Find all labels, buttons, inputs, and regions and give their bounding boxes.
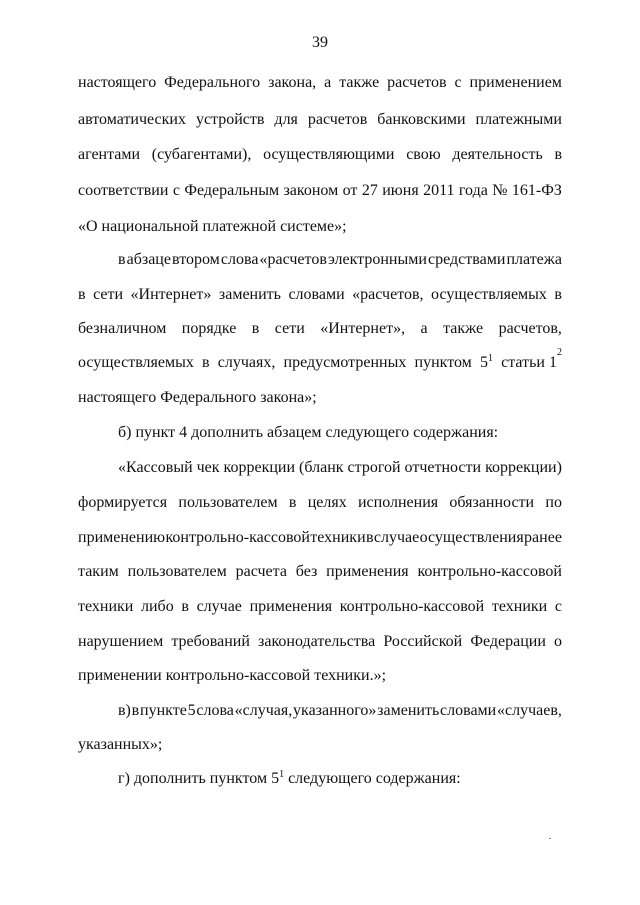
text-line-20: указанных»;	[78, 736, 163, 753]
page-number: 39	[312, 34, 328, 51]
word: требований	[171, 633, 250, 650]
word: в	[365, 529, 374, 546]
word: заменить	[377, 702, 440, 719]
word: расчетов	[387, 74, 447, 91]
word: осуществляющими	[263, 146, 395, 163]
word: Федеральным	[184, 182, 280, 199]
word: втором	[172, 251, 220, 268]
text-line-10: настоящего Федерального закона»;	[78, 389, 317, 406]
word: платежными	[475, 111, 562, 128]
word: нарушением	[78, 633, 164, 650]
word: банковскими	[377, 111, 466, 128]
word: предусмотренных	[283, 354, 407, 371]
word: года	[458, 182, 488, 199]
word: 2011	[423, 182, 455, 199]
word: автоматических	[78, 111, 186, 128]
word: чек	[196, 459, 220, 476]
superscript-point: 1	[487, 353, 493, 364]
text-line-21	[118, 769, 562, 789]
text-line-21-start: г) дополнить пунктом 5	[118, 770, 280, 787]
text-line-18: применении контрольно-кассовой техники.»;	[78, 667, 387, 684]
word: осуществления	[419, 529, 524, 546]
word: порядке	[181, 320, 237, 337]
word: расчетов,	[498, 320, 562, 337]
word: применением	[469, 74, 562, 91]
word: в	[288, 494, 297, 511]
word: средствами	[428, 251, 506, 268]
word: с	[172, 182, 180, 199]
word: «случая,	[234, 702, 293, 719]
word: в	[131, 702, 140, 719]
word: с	[454, 74, 462, 91]
word: в)	[118, 702, 131, 719]
word: в	[554, 286, 562, 303]
word: также	[339, 74, 380, 91]
word: случае	[196, 598, 242, 615]
word: от	[342, 182, 358, 199]
text-line-6	[118, 250, 562, 270]
word: а	[420, 320, 428, 337]
word: «Интернет»,	[320, 320, 406, 337]
text-line-14	[78, 528, 562, 548]
word: (субагентами),	[151, 146, 252, 163]
word: случаях,	[217, 354, 276, 371]
text-line-13	[78, 493, 562, 513]
text-line-1	[78, 73, 562, 93]
superscript-point: 1	[279, 769, 285, 780]
word: агентами	[78, 146, 141, 163]
superscript-article: 2	[556, 347, 562, 358]
text-line-2	[78, 110, 562, 130]
word: платежа	[506, 251, 562, 268]
word: контрольно-кассовой	[417, 563, 562, 580]
word: о	[554, 633, 562, 650]
word: «Интернет»	[130, 286, 212, 303]
text-line-8	[78, 319, 562, 339]
word: по	[545, 494, 562, 511]
word: 27	[361, 182, 378, 199]
word: «расчетов,	[352, 286, 424, 303]
word: 5	[187, 702, 196, 719]
word: строгой	[347, 459, 401, 476]
word: словами	[440, 702, 497, 719]
text-line-5: «О национальной платежной системе»;	[78, 218, 347, 235]
word: а	[324, 74, 332, 91]
word: Российской	[383, 633, 463, 650]
word: контрольно-кассовой	[339, 598, 485, 615]
word: техники	[310, 529, 366, 546]
word: ранее	[524, 529, 562, 546]
text-line-15	[78, 562, 562, 582]
text-line-12	[118, 458, 562, 478]
word: целях	[307, 494, 347, 511]
word: слова	[220, 251, 259, 268]
word: применению	[78, 529, 166, 546]
word: техники	[491, 598, 548, 615]
word: июня	[382, 182, 419, 199]
word: с	[554, 598, 562, 615]
word: Федерального	[164, 74, 261, 91]
text-line-9	[78, 347, 562, 373]
text-line-19	[118, 701, 562, 721]
word: случае	[373, 529, 420, 546]
text-line-4	[78, 181, 562, 201]
word: «случаев,	[497, 702, 562, 719]
word: для	[274, 111, 298, 128]
word: в	[251, 320, 260, 337]
word: в	[118, 251, 126, 268]
word: без	[295, 563, 318, 580]
word: законом	[283, 182, 339, 199]
word: техники	[78, 598, 134, 615]
word: коррекции	[223, 459, 296, 476]
word: либо	[141, 598, 174, 615]
word: закона,	[268, 74, 317, 91]
text-line-17	[78, 632, 562, 652]
word: в	[202, 354, 210, 371]
word: 161-ФЗ	[511, 182, 562, 199]
word: законодательства	[258, 633, 376, 650]
word: в	[554, 146, 562, 163]
word: также	[443, 320, 484, 337]
word: $5^1$	[479, 353, 493, 371]
word: в	[78, 286, 86, 303]
word: (бланк	[299, 459, 344, 476]
word: расчетов	[307, 111, 368, 128]
word: применения	[249, 598, 333, 615]
word: «расчетов	[259, 251, 327, 268]
word: расчета	[235, 563, 287, 580]
word: отчетности	[404, 459, 482, 476]
word: слова	[196, 702, 234, 719]
word: «Кассовый	[118, 459, 193, 476]
word: пользователем	[178, 494, 278, 511]
word: соответствии	[78, 182, 169, 199]
word: словами	[288, 286, 345, 303]
word: осуществляемых	[431, 286, 547, 303]
word: электронными	[327, 251, 427, 268]
word: устройств	[195, 111, 265, 128]
word: пунктом	[414, 354, 472, 371]
word: безналичном	[78, 320, 167, 337]
word: пользователем	[127, 563, 227, 580]
text-line-9-article: статьи 1	[501, 354, 557, 371]
word: в	[181, 598, 189, 615]
word: таким	[78, 563, 119, 580]
text-line-7	[78, 285, 562, 305]
word: Федерации	[470, 633, 546, 650]
word: деятельность	[452, 146, 543, 163]
word: применения	[326, 563, 409, 580]
text-line-11: б) пункт 4 дополнить абзацем следующего содержания:	[118, 424, 499, 441]
word: указанного»	[293, 702, 377, 719]
word: пункте	[140, 702, 187, 719]
text-line-16	[78, 597, 562, 617]
word: свою	[406, 146, 441, 163]
word: абзаце	[126, 251, 171, 268]
text-line-3	[78, 145, 562, 165]
word: сети	[274, 320, 305, 337]
word: осуществляемых	[78, 354, 194, 371]
text-line-21-end: следующего содержания:	[288, 770, 461, 787]
word: настоящего	[78, 74, 157, 91]
text-line-9-tail	[501, 347, 562, 373]
word: формируется	[78, 494, 168, 511]
word: сети	[93, 286, 124, 303]
word: коррекции)	[485, 459, 562, 476]
word: заменить	[218, 286, 281, 303]
word: контрольно-кассовой	[165, 529, 310, 546]
word: №	[492, 182, 508, 199]
word: исполнения	[357, 494, 439, 511]
word: обязанности	[449, 494, 535, 511]
scan-speck	[549, 838, 551, 839]
